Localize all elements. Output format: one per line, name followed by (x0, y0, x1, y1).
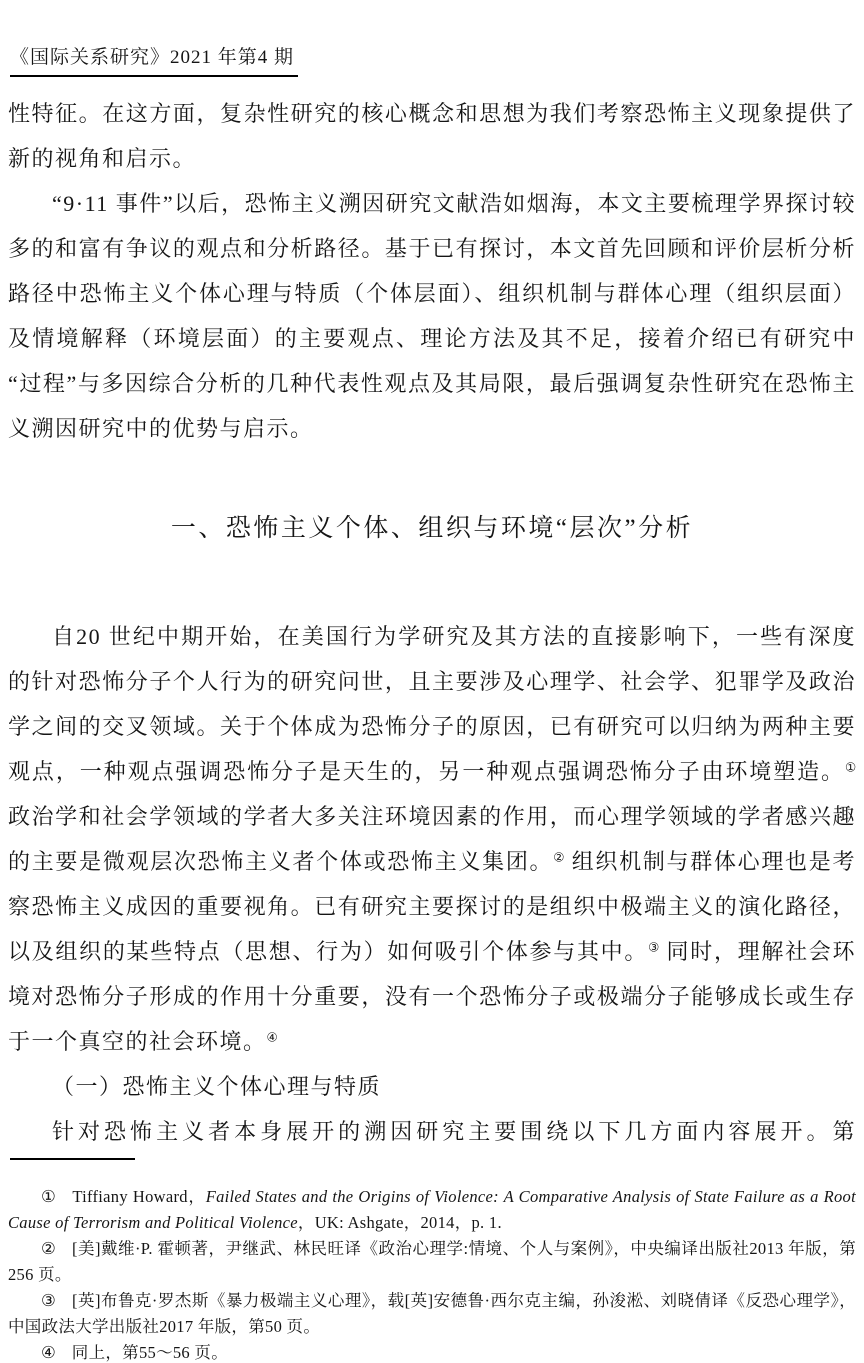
paragraph-continuation: 性特征。在这方面，复杂性研究的核心概念和思想为我们考察恐怖主义现象提供了新的视角和启示。 (8, 101, 856, 171)
footnote-run: Tiffiany Howard， (72, 1187, 206, 1206)
footnote-run: [英]布鲁克·罗杰斯《暴力极端主义心理》，载[英]安德鲁·西尔克主编，孙浚淞、刘晓倩译《反恐心理学》，中国政法大学出版社2017 年版，第50 页。 (8, 1291, 856, 1336)
paragraph-intro: “9·11 事件”以后，恐怖主义溯因研究文献浩如烟海，本文主要梳理学界探讨较多的和富有争议的观点和分析路径。基于已有探讨，本文首先回顾和评价层析分析路径中恐怖主义个体心理与特质（个体层面）、组织机制与群体心理（组织层面）及情境解释（环境层面）的主要观点、理论方法及其不足，接着介绍已有研究中“过程”与多因综合分析的几种代表性观点及其局限，最后强调复杂性研究在恐怖主义溯因研究中的优势与启示。 (8, 191, 856, 441)
paragraph-section-body: 自20 世纪中期开始，在美国行为学研究及其方法的直接影响下，一些有深度的针对恐怖分子个人行为的研究问世，且主要涉及心理学、社会学、犯罪学及政治学之间的交叉领域。关于个体成为恐怖分子的原因，已有研究可以归纳为两种主要观点，一种观点强调恐怖分子是天生的，另一种观点强调恐怖分子由环境塑造。① 政治学和社会学领域的学者大多关注环境因素的作用，而心理学领域的学者感兴趣的主要是微观层次恐怖主义者个体或恐怖主义集团。② 组织机制与群体心理也是考察恐怖主义成因的重要视角。已有研究主要探讨的是组织中极端主义的演化路径，以及组织的某些特点（思想、行为）如何吸引个体参与其中。③ 同时，理解社会环境对恐怖分子形成的作用十分重要，没有一个恐怖分子或极端分子能够成长或生存于一个真空的社会环境。④ (8, 624, 856, 1054)
footnote-text (72, 1343, 228, 1362)
footnote-run: [美]戴维·P. 霍顿著，尹继武、林民旺译《政治心理学:情境、个人与案例》，中央编译出版社2013 年版，第256 页。 (8, 1239, 856, 1284)
footnote-item (8, 1288, 856, 1340)
footnote-ref: ③ (648, 940, 660, 955)
footnote-text (8, 1187, 856, 1232)
section-heading: 一、恐怖主义个体、组织与环境“层次”分析 (170, 515, 694, 542)
journal-issue-header: 《国际关系研究》2021 年第4 期 (10, 42, 298, 77)
footnote-marker: ① (41, 1187, 57, 1206)
footnote-ref: ② (553, 850, 565, 865)
footnote-text (8, 1291, 856, 1336)
footnote-ref: ④ (266, 1030, 278, 1045)
footnote-marker: ③ (41, 1291, 57, 1310)
footnote-list (8, 1160, 856, 1363)
article-body (8, 91, 856, 1154)
header-row (8, 0, 856, 77)
paragraph-last: 针对恐怖主义者本身展开的溯因研究主要围绕以下几方面内容展开。第 (52, 1119, 856, 1144)
footnote-ref: ① (844, 760, 856, 775)
footnote-text (8, 1239, 856, 1284)
footnote-run: 同上，第55～56 页。 (71, 1343, 228, 1362)
footnote-item (8, 1236, 856, 1288)
footnote-item (8, 1184, 856, 1236)
footnote-item (8, 1340, 856, 1363)
book-title-italic: Failed States and the Origins of Violence: A Comparative Analysis of State Failure as a Root Cause of Terrorism and Political Violence (8, 1187, 856, 1232)
footnote-area (8, 1158, 856, 1363)
subsection-heading: （一）恐怖主义个体心理与特质 (52, 1074, 382, 1099)
footnote-run: ，UK: Ashgate，2014，p. 1. (297, 1213, 502, 1232)
footnote-marker: ② (41, 1239, 57, 1258)
footnote-marker: ④ (41, 1343, 57, 1362)
